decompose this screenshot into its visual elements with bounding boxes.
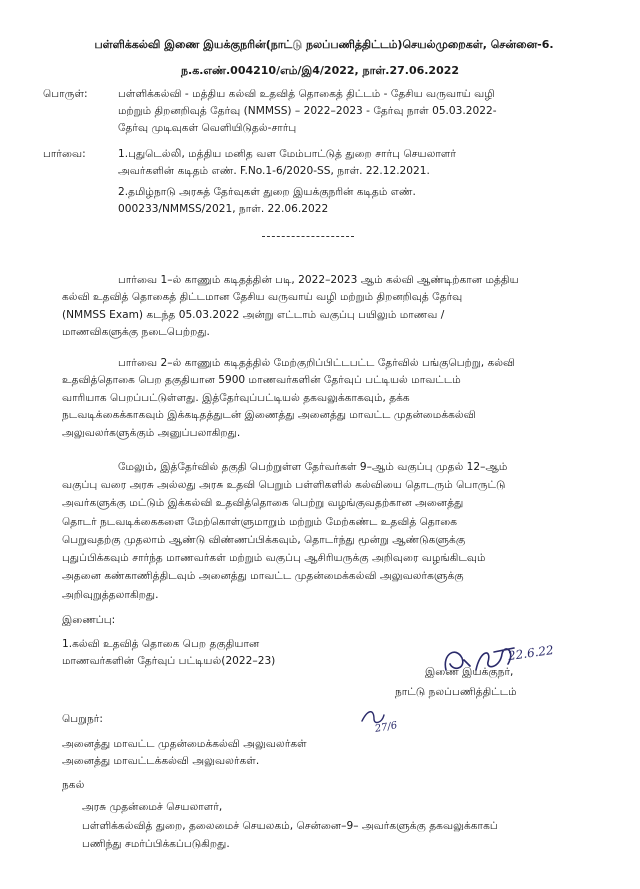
subject-label: பொருள்: [43, 88, 88, 100]
paragraph-line: கல்வி உதவித் தொகைத் திட்டமான தேசிய வருவாய் வழி மற்றும் திறனறிவுத் தேர்வு [62, 291, 463, 304]
paragraph-line: பார்வை 2–ல் காணும் கடிதத்தில் மேற்குறிப்பிட்டபட்ட தேர்வில் பங்குபெற்று, கல்வி [118, 357, 516, 369]
paragraph-line: வாரியாக பெறப்பட்டுள்ளது. இத்தேர்வுப்பட்டியல் தகவலுக்காகவும், தக்க [62, 391, 410, 404]
paragraph-2 [62, 355, 610, 442]
paragraph-line: புதுப்பிக்கவும் சார்ந்த மாணவர்கள் மற்றும் வகுப்பு ஆசிரியருக்கு அறிவுரை வழங்கிடவும் [62, 552, 486, 565]
paragraph-line: அதனை கண்காணித்திடவும் அனைத்து மாவட்ட முதன்மைக்கல்வி அலுவலர்களுக்கு [62, 570, 464, 583]
enclosure-line: மாணவர்களின் தேர்வுப் பட்டியல்(2022–23) [62, 655, 276, 668]
signature-title: இணை இயக்குநர், [425, 666, 514, 678]
copy-line: அரசு முதன்மைச் செயலாளர், [82, 801, 223, 813]
paragraph-line: பார்வை 1–ல் காணும் கடிதத்தின் படி, 2022–2023 ஆம் கல்வி ஆண்டிற்கான மத்திய [118, 274, 519, 286]
reference-block [118, 146, 610, 219]
paragraph-line: அறிவுறுத்தலாகிறது. [62, 588, 159, 601]
copy-block [62, 798, 610, 854]
copy-line: பள்ளிக்கல்வித் துறை, தலைமைச் செயலகம், சென்னை–9– அவர்களுக்கு தகவலுக்காகப் [82, 819, 498, 832]
paragraph-line: மேலும், இத்தேர்வில் தகுதி பெற்றுள்ள தேர்வர்கள் 9–ஆம் வகுப்பு முதல் 12–ஆம் [118, 461, 508, 473]
enclosure-block [62, 636, 362, 670]
subject-block [118, 86, 610, 137]
recipients-block [62, 736, 462, 770]
reference-line: அவர்களின் கடிதம் எண். F.No.1-6/2020-SS, நாள். 22.12.2021. [118, 165, 430, 178]
enclosure-line: 1.கல்வி உதவித் தொகை பெற தகுதியான [62, 638, 260, 650]
paragraph-line: வகுப்பு வரை அரசு அல்லது அரசு உதவி பெறும் பள்ளிகளில் கல்வியை தொடரும் பொருட்டு [62, 479, 506, 492]
reference-label: பார்வை: [43, 148, 86, 160]
subject-line: மற்றும் திறனறிவுத் தேர்வு (NMMSS) – 2022–2023 - தேர்வு நாள் 05.03.2022- [118, 105, 497, 118]
recipient-line: அனைத்து மாவட்டக்கல்வி அலுவலர்கள். [62, 755, 260, 768]
paragraph-line: உதவித்தொகை பெற தகுதியான 5900 மாணவர்களின் தேர்வுப் பட்டியல் மாவட்டம் [62, 374, 461, 387]
paragraph-1 [62, 272, 610, 342]
reference-line: 1.புதுடெல்லி, மத்திய மனித வள மேம்பாட்டுத் துறை சார்பு செயலாளர் [118, 148, 456, 160]
paragraph-line: நடவடிக்கைக்காகவும் இக்கடிதத்துடன் இணைத்து அனைத்து மாவட்ட முதன்மைக்கல்வி [62, 409, 476, 422]
recipient-line: அனைத்து மாவட்ட முதன்மைக்கல்வி அலுவலர்கள் [62, 738, 307, 750]
subject-line: தேர்வு முடிவுகள் வெளியிடுதல்-சார்பு [118, 122, 297, 135]
copy-label: நகல் [62, 779, 85, 791]
separator-line [262, 236, 354, 237]
paragraph-line: அவர்களுக்கு மட்டும் இக்கல்வி உதவித்தொகை பெற்று வழங்குவதற்கான அனைத்து [62, 497, 464, 510]
enclosure-label: இணைப்பு: [62, 614, 116, 626]
reference-line: 000233/NMMSS/2021, நாள். 22.06.2022 [118, 203, 329, 216]
subject-line: பள்ளிக்கல்வி - மத்திய கல்வி உதவித் தொகைத் திட்டம் - தேசிய வருவாய் வழி [118, 88, 495, 100]
paragraph-line: அலுவலர்களுக்கும் அனுப்பலாகிறது. [62, 426, 241, 439]
signature-department: நாட்டு நலப்பணித்திட்டம் [395, 686, 517, 698]
copy-line: பணிந்து சமர்ப்பிக்கப்படுகிறது. [82, 838, 230, 851]
reference-line: 2.தமிழ்நாடு அரசுத் தேர்வுகள் துறை இயக்குநரின் கடிதம் எண். [118, 186, 416, 199]
paragraph-line: மாணவிகளுக்கு நடைபெற்றது. [62, 326, 210, 339]
paragraph-line: தொடர் நடவடிக்கைகளை மேற்கொள்ளுமாறும் மற்றும் மேற்கண்ட உதவித் தொகை [62, 515, 458, 528]
paragraph-3 [62, 458, 610, 604]
office-heading: பள்ளிக்கல்வி இணை இயக்குநரின்(நாட்டு நலப்பணித்திட்டம்)செயல்முறைகள், சென்னை-6. [94, 38, 554, 51]
paragraph-line: பெறுவதற்கு முதலாம் ஆண்டு விண்ணப்பிக்கவும், தொடர்ந்து மூன்று ஆண்டுகளுக்கு [62, 533, 466, 546]
recipients-label: பெறுநர்: [62, 713, 103, 725]
initial-date: 27/6 [374, 720, 399, 735]
signature-date: 22.6.22 [507, 642, 555, 664]
reference-number: ந.க.எண்.004210/எம்/இ4/2022, நாள்.27.06.2022 [180, 64, 460, 77]
paragraph-line: (NMMSS Exam) கடந்த 05.03.2022 அன்று எட்டாம் வகுப்பு பயிலும் மாணவ / [62, 308, 445, 321]
